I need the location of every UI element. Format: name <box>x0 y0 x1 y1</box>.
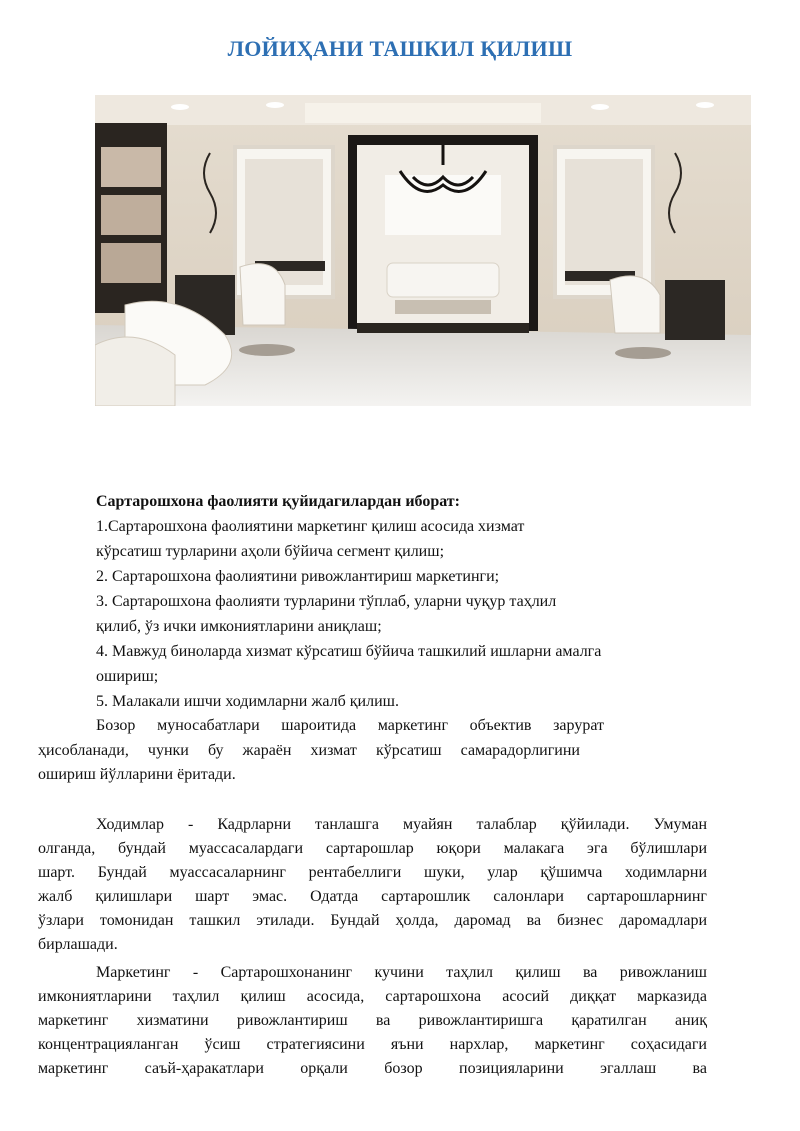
activity-item-5: 5. Малакали ишчи ходимларни жалб қилиш. <box>96 693 399 710</box>
staff-para-line-6: бирлашади. <box>38 936 118 953</box>
market-para-line-3: ошириш йўлларини ёритади. <box>38 766 236 783</box>
marketing-para-line-5: маркетинг саъй-ҳаракатлари орқали бозор позицияларини эгаллаш ва <box>38 1060 707 1077</box>
activity-item-1-line-2: кўрсатиш турларини аҳоли бўйича сегмент қилиш; <box>96 543 445 560</box>
staff-para-line-1: Ходимлар - Кадрларни танлашга муайян талаблар қўйилади. Умуман <box>96 816 707 833</box>
marketing-para-line-1: Маркетинг - Сартарошхонанинг кучини таҳлил қилиш ва ривожланиш <box>96 964 707 981</box>
page-title: ЛОЙИҲАНИ ТАШКИЛ ҚИЛИШ <box>227 36 573 61</box>
staff-para-line-4: жалб қилишлари шарт эмас. Одатда сартарошлик салонлари сартарошларнинг <box>38 888 707 905</box>
salon-photo <box>95 95 751 406</box>
marketing-para-line-3: маркетинг хизматини ривожлантириш ва ривожлантиришга қаратилган аниқ <box>38 1012 707 1029</box>
activity-item-3-line-1: 3. Сартарошхона фаолияти турларини тўплаб, уларни чуқур таҳлил <box>96 593 557 610</box>
activity-item-2: 2. Сартарошхона фаолиятини ривожлантириш маркетинги; <box>96 568 500 585</box>
activities-heading: Сартарошхона фаолияти қуйидагилардан иборат: <box>96 493 460 510</box>
market-para-line-1: Бозор муносабатлари шароитида маркетинг объектив зарурат <box>96 717 604 734</box>
staff-para-line-2: олганда, бундай муассасалардаги сартарошлар юқори малакага эга бўлишлари <box>38 840 707 857</box>
activity-item-1-line-1: 1.Сартарошхона фаолиятини маркетинг қилиш асосида хизмат <box>96 518 525 535</box>
market-para-line-2: ҳисобланади, чунки бу жараён хизмат кўрсатиш самарадорлигини <box>38 742 580 759</box>
activity-item-3-line-2: қилиб, ўз ички имкониятларини аниқлаш; <box>96 618 382 635</box>
activity-item-4-line-2: ошириш; <box>96 668 159 685</box>
activity-item-4-line-1: 4. Мавжуд биноларда хизмат кўрсатиш бўйича ташкилий ишларни амалга <box>96 643 602 660</box>
marketing-para-line-2: имкониятларини таҳлил қилиш асосида, сартарошхона асосий диққат марказида <box>38 988 707 1005</box>
staff-para-line-5: ўзлари томонидан ташкил этилади. Бундай ҳолда, даромад ва бизнес даромадлари <box>38 912 707 929</box>
staff-para-line-3: шарт. Бундай муассасаларнинг рентабеллиги шуки, улар қўшимча ходимларни <box>38 864 707 881</box>
marketing-para-line-4: концентрацияланган ўсиш стратегиясини яъни нархлар, маркетинг соҳасидаги <box>38 1036 707 1053</box>
